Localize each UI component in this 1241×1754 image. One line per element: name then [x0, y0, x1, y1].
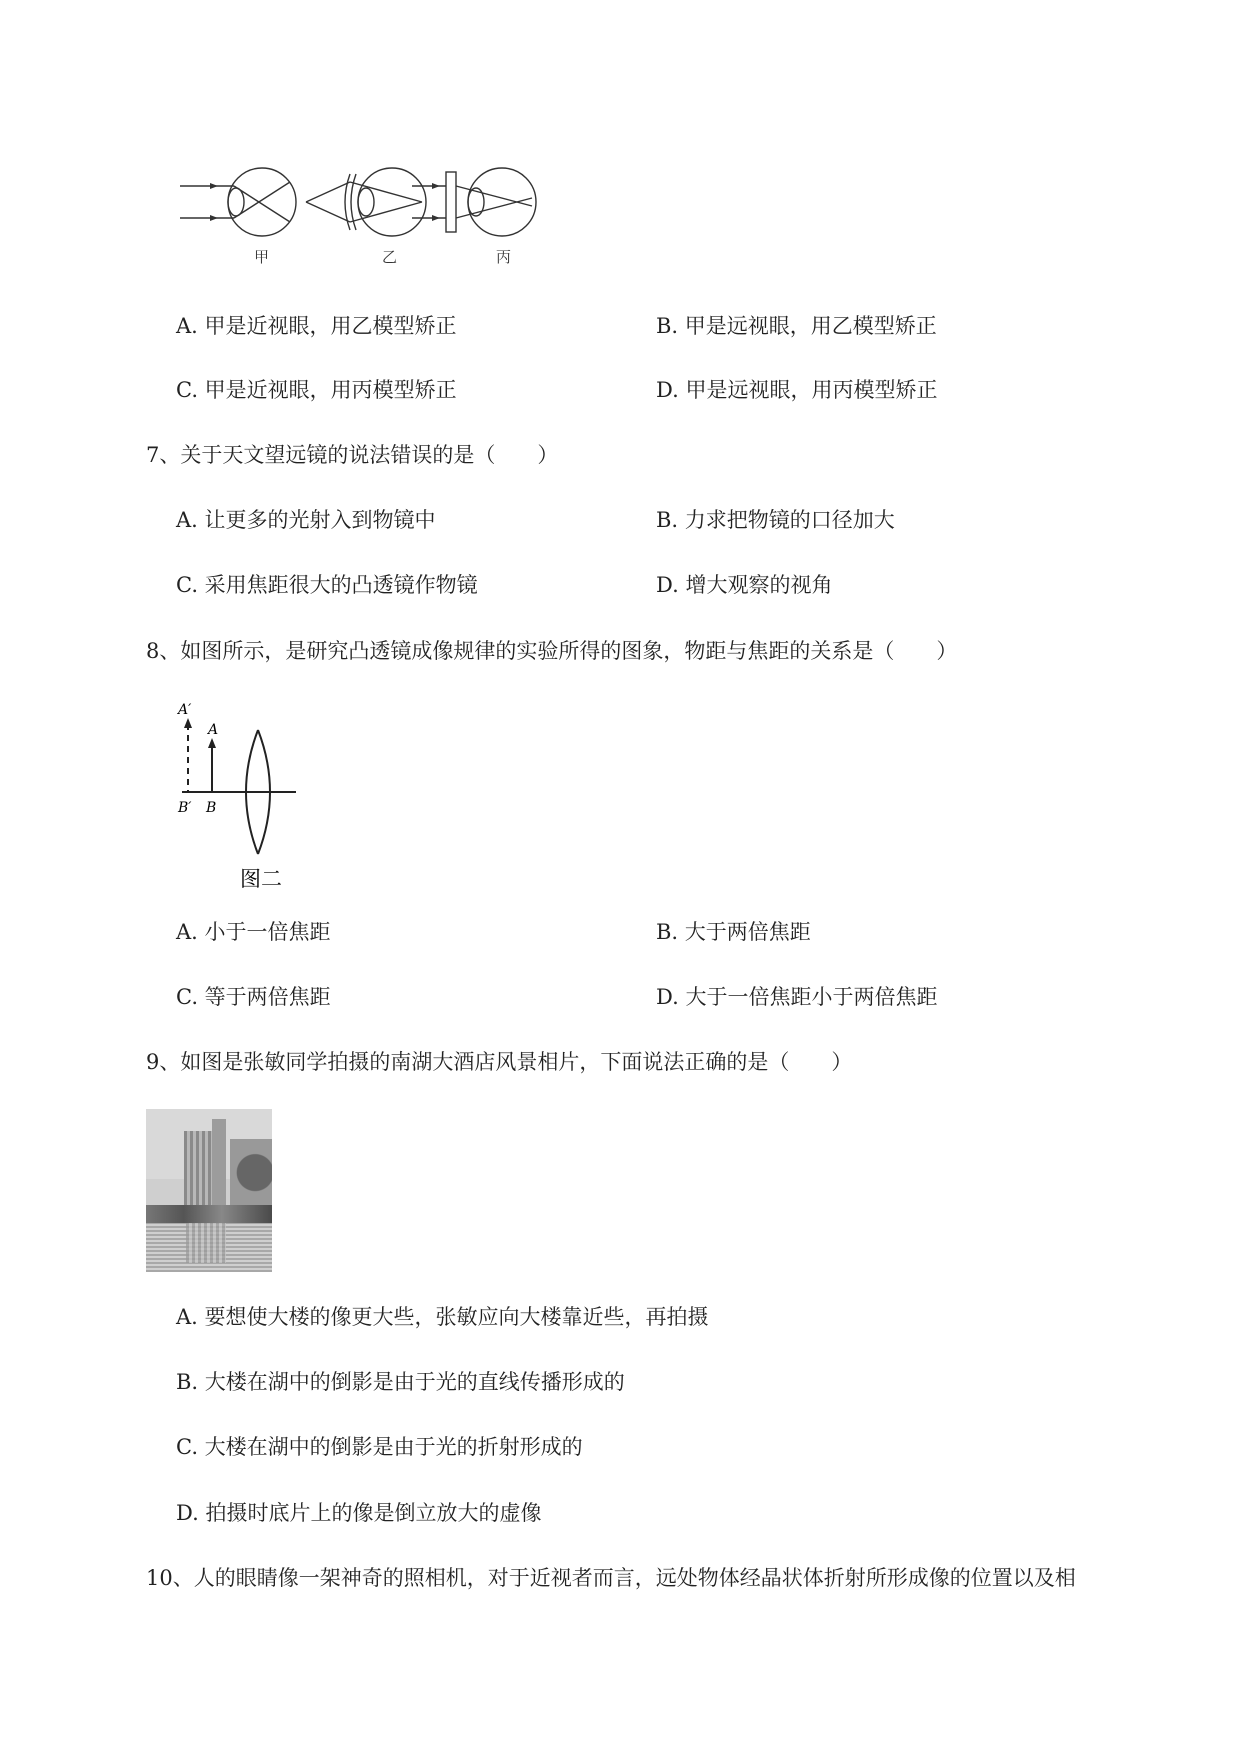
lens-figure-caption: 图二	[240, 867, 282, 891]
q9-option-a[interactable]: A. 要想使大楼的像更大些，张敏应向大楼靠近些，再拍摄	[176, 1305, 709, 1329]
q6-option-a[interactable]: A. 甲是近视眼，用乙模型矫正	[176, 314, 457, 338]
q8-option-a[interactable]: A. 小于一倍焦距	[176, 920, 331, 944]
eye-models-figure	[170, 160, 570, 270]
hotel-photo	[146, 1109, 272, 1272]
q7-option-b[interactable]: B. 力求把物镜的口径加大	[656, 508, 895, 532]
q6-option-c[interactable]: C. 甲是近视眼，用丙模型矫正	[176, 378, 457, 402]
lens-label-a: A	[208, 722, 219, 738]
lens-label-b-prime: B′	[178, 800, 192, 816]
q7-option-d[interactable]: D. 增大观察的视角	[656, 573, 833, 597]
q8-option-b[interactable]: B. 大于两倍焦距	[656, 920, 811, 944]
q8-option-c[interactable]: C. 等于两倍焦距	[176, 985, 331, 1009]
q8-option-d[interactable]: D. 大于一倍焦距小于两倍焦距	[656, 985, 938, 1009]
q8-stem: 8、如图所示，是研究凸透镜成像规律的实验所得的图象，物距与焦距的关系是（ ）	[146, 639, 958, 663]
q10-stem: 10、人的眼睛像一架神奇的照相机，对于近视者而言，远处物体经晶状体折射所形成像的位置以及相	[146, 1566, 1076, 1590]
q9-stem: 9、如图是张敏同学拍摄的南湖大酒店风景相片，下面说法正确的是（ ）	[146, 1050, 853, 1074]
q6-option-b[interactable]: B. 甲是远视眼，用乙模型矫正	[656, 314, 937, 338]
q7-stem: 7、关于天文望远镜的说法错误的是（ ）	[146, 443, 559, 467]
q9-option-d[interactable]: D. 拍摄时底片上的像是倒立放大的虚像	[176, 1501, 542, 1525]
q6-option-d[interactable]: D. 甲是远视眼，用丙模型矫正	[656, 378, 938, 402]
lens-figure	[170, 700, 310, 895]
figure-label-bing: 丙	[496, 248, 512, 266]
q7-option-a[interactable]: A. 让更多的光射入到物镜中	[176, 508, 436, 532]
figure-label-jia: 甲	[254, 248, 270, 266]
lens-label-b: B	[206, 800, 217, 816]
q9-option-c[interactable]: C. 大楼在湖中的倒影是由于光的折射形成的	[176, 1435, 583, 1459]
lens-label-a-prime: A′	[178, 702, 192, 718]
q7-option-c[interactable]: C. 采用焦距很大的凸透镜作物镜	[176, 573, 478, 597]
q9-option-b[interactable]: B. 大楼在湖中的倒影是由于光的直线传播形成的	[176, 1370, 625, 1394]
figure-label-yi: 乙	[382, 248, 398, 266]
